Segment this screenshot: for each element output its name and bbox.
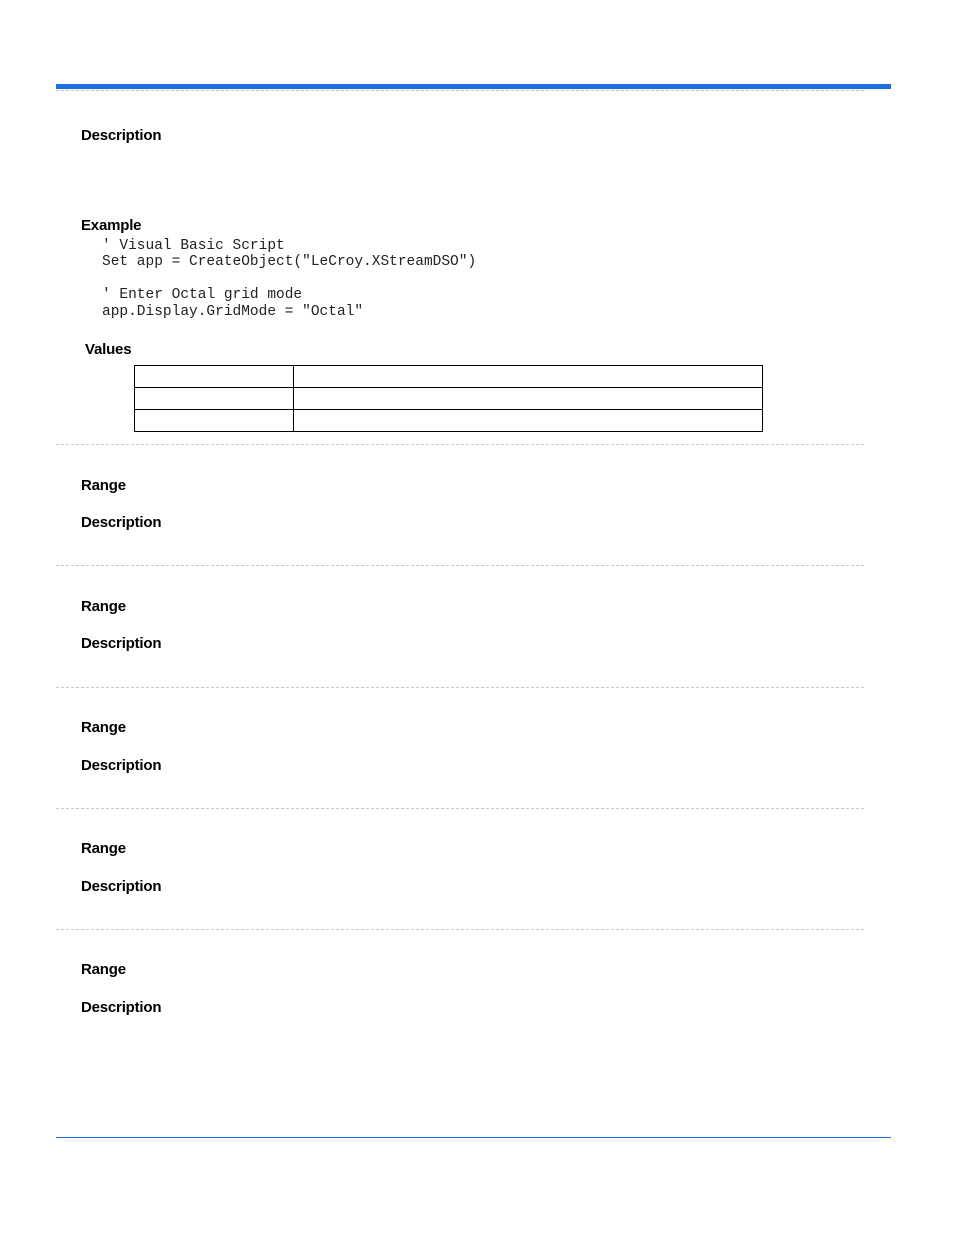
section-3-range-heading: Range xyxy=(81,598,126,615)
values-heading: Values xyxy=(85,341,132,358)
code-line-4: ' Enter Octal grid mode xyxy=(102,287,303,303)
section-5-range-heading: Range xyxy=(81,840,126,857)
section-separator xyxy=(56,444,864,445)
section-separator xyxy=(56,929,864,930)
table-cell xyxy=(135,388,294,410)
section-6-range-heading: Range xyxy=(81,961,126,978)
section-5-description-heading: Description xyxy=(81,878,162,895)
header-accent-bar xyxy=(56,84,891,89)
code-line-1: ' Visual Basic Script xyxy=(102,238,285,254)
section-3-description-heading: Description xyxy=(81,635,162,652)
table-cell xyxy=(135,366,294,388)
section-separator xyxy=(56,808,864,809)
section-1-description-heading: Description xyxy=(81,127,162,144)
header-dashed-rule xyxy=(56,90,864,91)
table-row xyxy=(135,410,763,432)
values-table xyxy=(134,365,763,432)
code-line-5: app.Display.GridMode = "Octal" xyxy=(102,304,364,320)
section-4-range-heading: Range xyxy=(81,719,126,736)
code-line-2: Set app = CreateObject("LeCroy.XStreamDSO") xyxy=(102,254,477,270)
footer-rule xyxy=(56,1137,891,1138)
table-cell xyxy=(294,410,763,432)
section-6-description-heading: Description xyxy=(81,999,162,1016)
table-cell xyxy=(294,366,763,388)
section-separator xyxy=(56,565,864,566)
example-heading: Example xyxy=(81,217,142,234)
table-row xyxy=(135,388,763,410)
section-separator xyxy=(56,687,864,688)
section-4-description-heading: Description xyxy=(81,757,162,774)
section-2-range-heading: Range xyxy=(81,477,126,494)
section-2-description-heading: Description xyxy=(81,514,162,531)
table-row xyxy=(135,366,763,388)
table-cell xyxy=(294,388,763,410)
table-cell xyxy=(135,410,294,432)
